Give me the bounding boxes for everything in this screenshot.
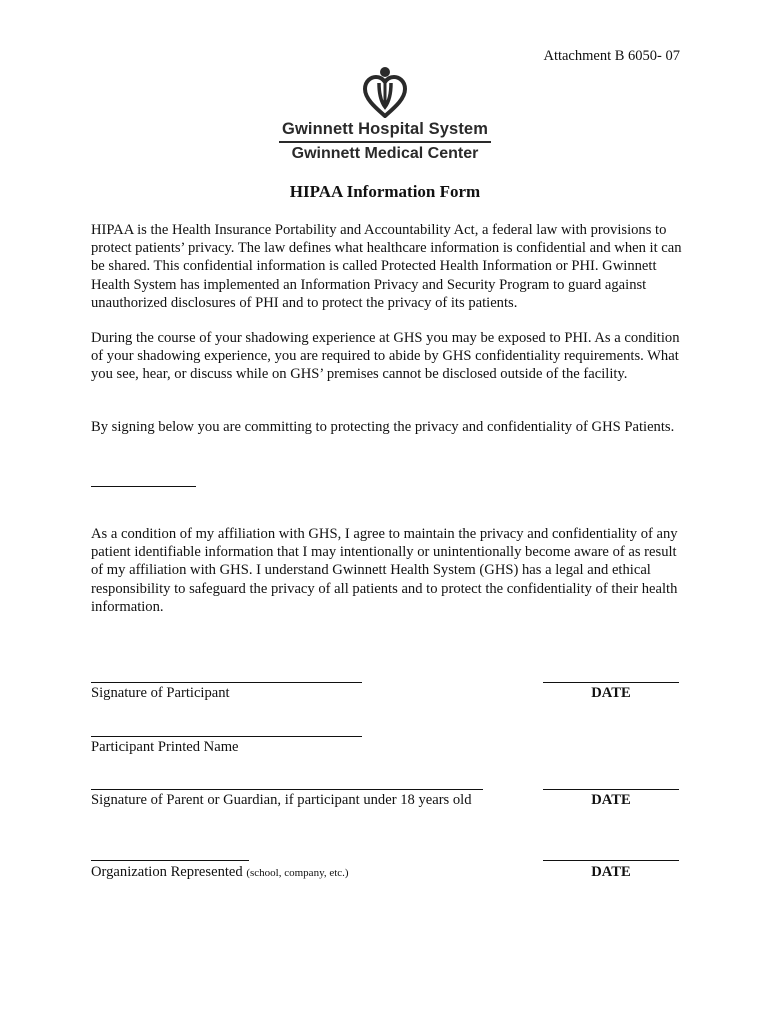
guardian-signature-line[interactable]	[91, 789, 483, 790]
organization-date-label: DATE	[591, 864, 631, 880]
paragraph-signing-commitment: By signing below you are committing to protecting the privacy and confidentiality of GHS Patients.	[91, 419, 675, 435]
printed-name-line[interactable]	[91, 736, 362, 737]
guardian-date-label: DATE	[591, 792, 631, 808]
participant-date-label: DATE	[591, 685, 631, 701]
guardian-date-line[interactable]	[543, 789, 679, 790]
participant-date-line[interactable]	[543, 682, 679, 683]
paragraph-hipaa-definition: HIPAA is the Health Insurance Portability and Accountability Act, a federal law with provisions to protect patients’ privacy. The law defines what healthcare information is confidential and when it can be shared. This confidential information is called Protected Health Information or PHI. Gwinnett Health System has implemented an Information Privacy and Security Program to guard against unauthorized disclosures of PHI and to protect the privacy of its patients.	[91, 222, 682, 311]
paragraph-shadowing-condition: During the course of your shadowing experience at GHS you may be exposed to PHI. As a condition of your shadowing experience, you are required to abide by GHS confidentiality requirements. What you see, hear, or discuss while on GHS’ premises cannot be disclosed outside of the facility.	[91, 330, 680, 383]
printed-name-label: Participant Printed Name	[91, 739, 239, 755]
organization-line[interactable]	[91, 860, 249, 861]
form-title: HIPAA Information Form	[289, 182, 481, 201]
participant-signature-line[interactable]	[91, 682, 362, 683]
participant-signature-label: Signature of Participant	[91, 685, 230, 701]
logo-divider	[279, 141, 491, 143]
organization-date-line[interactable]	[543, 860, 679, 861]
heart-person-icon	[362, 66, 408, 118]
paragraph-affiliation-agreement: As a condition of my affiliation with GHS, I agree to maintain the privacy and confidentiality of any patient identifiable information that I may intentionally or unintentionally become aware of as result of my affiliation with GHS. I understand Gwinnett Health System (GHS) has a legal and ethical responsibility to safeguard the privacy of all patients and to protect the confidentiality of their health information.	[91, 526, 678, 615]
org-name-secondary: Gwinnett Medical Center	[291, 145, 479, 162]
organization-label-note: (school, company, etc.)	[246, 867, 349, 879]
organization-label-text: Organization Represented	[91, 864, 243, 880]
organization-label	[91, 864, 349, 881]
attachment-number: Attachment B 6050- 07	[543, 48, 680, 64]
guardian-signature-label: Signature of Parent or Guardian, if participant under 18 years old	[91, 792, 472, 808]
initials-line[interactable]	[91, 486, 196, 487]
organization-logo	[275, 66, 495, 163]
org-name-primary: Gwinnett Hospital System	[282, 120, 488, 138]
